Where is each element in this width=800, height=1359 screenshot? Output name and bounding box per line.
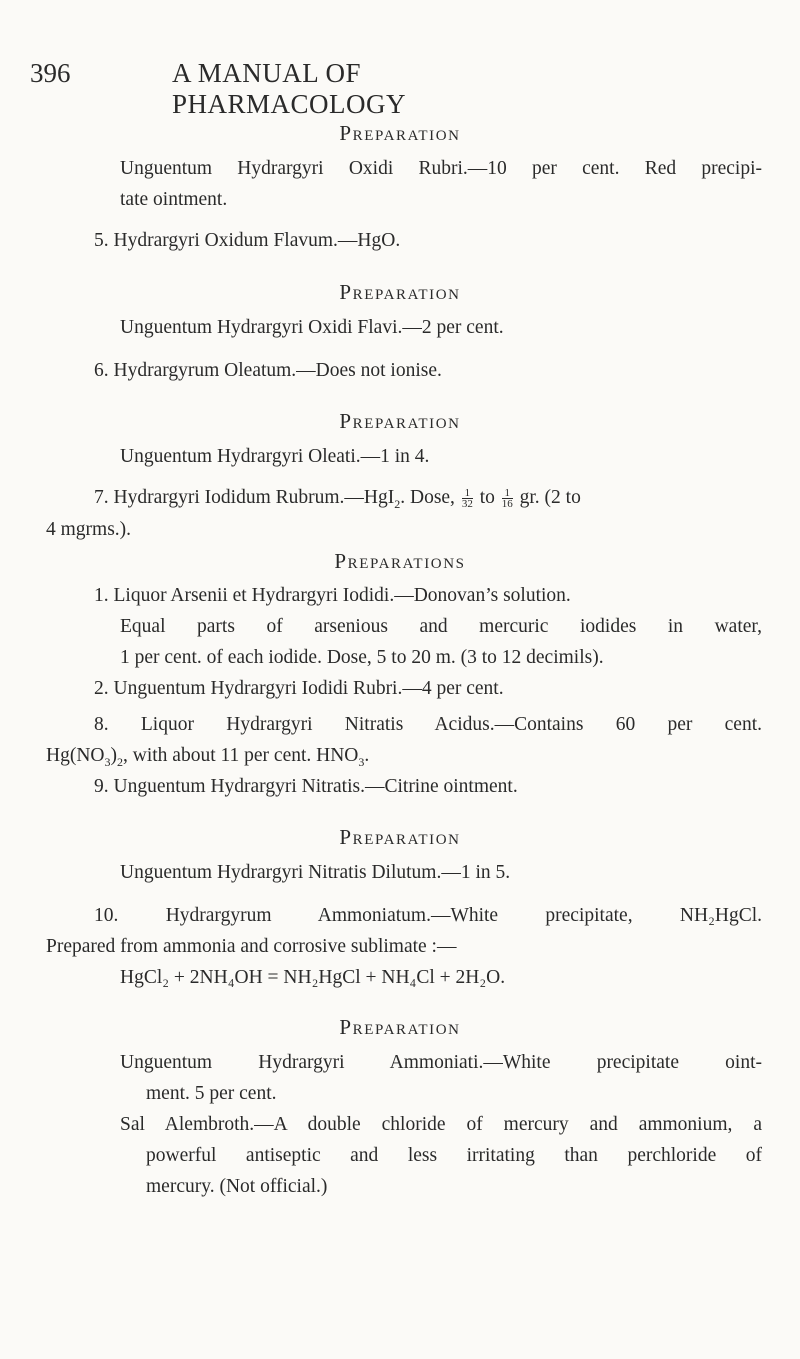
entry-7-text: 7. Hydrargyri Iodidum Rubrum.—HgI [94, 487, 395, 508]
entry-7-to: to [479, 487, 495, 508]
chemical-equation: HgCl₂ + 2NH₄OH = NH₂HgCl + NH₄Cl + 2H₂O. [120, 967, 506, 988]
entry-10: 10. Hydrargyrum Ammoniatum.—White precipitate, NH₂HgCl. [94, 905, 762, 926]
subscript: 2 [394, 496, 401, 511]
preparation-text: Unguentum Hydrargyri Ammoniati.—White precipitate oint- [120, 1052, 762, 1073]
preparation-text: Unguentum Hydrargyri Oleati.—1 in 4. [120, 446, 430, 467]
section-heading: Preparation [339, 825, 461, 849]
fraction: $\frac{1}{16}$ [501, 487, 513, 511]
preparation-text: tate ointment. [120, 189, 228, 210]
section-heading: Preparation [339, 1015, 461, 1039]
entry-7 [94, 487, 581, 512]
entry-5: 5. Hydrargyri Oxidum Flavum.—HgO. [94, 230, 401, 251]
running-head [30, 58, 590, 119]
list-item-1: 1. Liquor Arsenii et Hydrargyri Iodidi.—Donovan’s solution. [94, 585, 571, 606]
sal-alembroth: Sal Alembroth.—A double chloride of mercury and ammonium, a [120, 1114, 762, 1135]
preparation-text: Unguentum Hydrargyri Oxidi Flavi.—2 per cent. [120, 317, 504, 338]
list-item-2: 2. Unguentum Hydrargyri Iodidi Rubri.—4 per cent. [94, 678, 504, 699]
running-title: A MANUAL OF PHARMACOLOGY [172, 58, 407, 119]
preparation-text: Unguentum Hydrargyri Nitratis Dilutum.—1 in 5. [120, 862, 511, 883]
entry-9: 9. Unguentum Hydrargyri Nitratis.—Citrine ointment. [94, 776, 518, 797]
page-number: 396 [30, 58, 71, 88]
entry-8-cont: $Hg(NO_3)_2$, with about 11 per cent. $HNO_3$. [46, 745, 370, 769]
section-heading: Preparation [339, 409, 461, 433]
entry-7-dose: . Dose, [400, 487, 455, 508]
section-heading: Preparation [339, 121, 461, 145]
sal-alembroth-cont: mercury. (Not official.) [146, 1176, 328, 1197]
fraction: $\frac{1}{32}$ [461, 487, 473, 511]
entry-8: 8. Liquor Hydrargyri Nitratis Acidus.—Contains 60 per cent. [94, 714, 762, 735]
entry-7-units: gr. (2 to [519, 487, 581, 508]
sal-alembroth-cont: powerful antiseptic and less irritating than perchloride of [146, 1145, 762, 1166]
list-item-1-cont: Equal parts of arsenious and mercuric iodides in water, [120, 616, 762, 637]
preparation-text: ment. 5 per cent. [146, 1083, 277, 1104]
section-heading: Preparations [334, 549, 466, 573]
entry-6: 6. Hydrargyrum Oleatum.—Does not ionise. [94, 360, 442, 381]
entry-10-cont: Prepared from ammonia and corrosive sublimate :— [46, 936, 457, 957]
preparation-text: Unguentum Hydrargyri Oxidi Rubri.—10 per cent. Red precipi- [120, 158, 762, 179]
list-item-1-cont: 1 per cent. of each iodide. Dose, 5 to 20 m. (3 to 12 decimils). [120, 647, 604, 668]
entry-7-cont: 4 mgrms.). [46, 519, 132, 540]
section-heading: Preparation [339, 280, 461, 304]
